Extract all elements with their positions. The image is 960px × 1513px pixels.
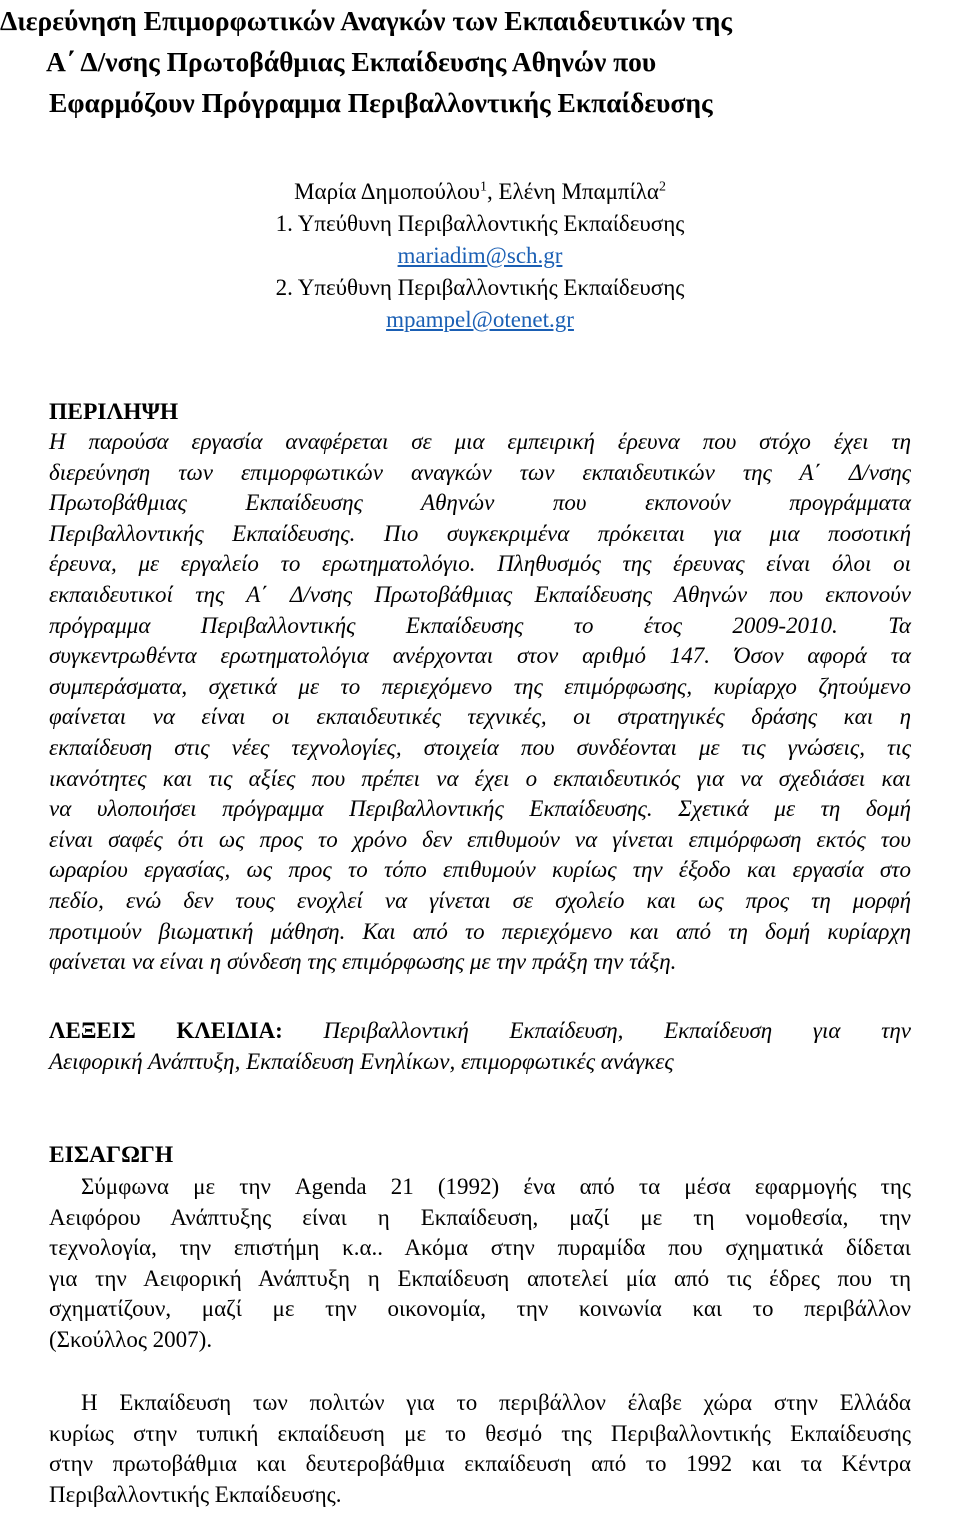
abstract-line: Περιβαλλοντικής Εκπαίδευσης. Πιο συγκεκριμένα πρόκειται για μια ποσοτική — [49, 520, 911, 546]
keywords-text: Περιβαλλοντική Εκπαίδευση, Εκπαίδευση για την — [323, 1018, 911, 1043]
abstract-line: πεδίο, ενώ δεν τους ενοχλεί να γίνεται σε σχολείο και ως προς τη μορφή — [49, 887, 911, 913]
abstract-line: διερεύνηση των επιμορφωτικών αναγκών των εκπαιδευτικών της Α΄ Δ/νσης — [49, 459, 911, 485]
keywords-text: Αειφορική Ανάπτυξη, Εκπαίδευση Ενηλίκων, επιμορφωτικές ανάγκες — [49, 1048, 674, 1074]
abstract-line: Η παρούσα εργασία αναφέρεται σε μια εμπειρική έρευνα που στόχο έχει τη — [49, 429, 911, 454]
affiliation: 2. Υπεύθυνη Περιβαλλοντικής Εκπαίδευσης — [275, 275, 685, 300]
intro-paragraph-1 — [49, 1172, 911, 1356]
abstract-line: ωραρίου εργασίας, ως προς το τόπο επιθυμούν κυρίως την έξοδο και εργασία στο — [49, 857, 911, 883]
keywords-block — [49, 1016, 911, 1077]
affiliation-marker: 1 — [479, 179, 487, 195]
abstract-line: Πρωτοβάθμιας Εκπαίδευσης Αθηνών που εκπονούν προγράμματα — [49, 490, 911, 516]
affiliation: 1. Υπεύθυνη Περιβαλλοντικής Εκπαίδευσης — [275, 211, 685, 236]
intro-paragraph-2 — [49, 1388, 911, 1510]
abstract-line: έρευνα, με εργαλείο το ερωτηματολόγιο. Πληθυσμός της έρευνας είναι όλοι οι — [49, 551, 911, 577]
abstract-line: είναι σαφές ότι ως προς το χρόνο δεν επιθυμούν να γίνεται επιμόρφωση εκτός του — [49, 826, 911, 852]
abstract-heading: ΠΕΡΙΛΗΨΗ — [49, 399, 179, 425]
abstract-line: ικανότητες και τις αξίες που πρέπει να έχει ο εκπαιδευτικός για να σχεδιάσει και — [49, 765, 911, 791]
abstract-line: εκπαίδευση στις νέες τεχνολογίες, στοιχεία που συνδέονται με τις γνώσεις, τις — [49, 734, 911, 760]
keywords-label: ΛΕΞΕΙΣ ΚΛΕΙΔΙΑ: — [49, 1018, 283, 1043]
author-name: Μαρία Δημοπούλου — [294, 179, 480, 204]
abstract-line: συμπεράσματα, σχετικά με το περιεχόμενο της επιμόρφωσης, κυρίαρχο ζητούμενο — [49, 673, 911, 699]
intro-line: στην πρωτοβάθμια και δευτεροβάθμια εκπαίδευση από το 1992 και τα Κέντρα — [49, 1451, 911, 1477]
abstract-line: φαίνεται να είναι η σύνδεση της επιμόρφωσης με την πράξη την τάξη. — [49, 949, 677, 975]
intro-line: Η Εκπαίδευση των πολιτών για το περιβάλλον έλαβε χώρα στην Ελλάδα — [81, 1390, 911, 1415]
author-names — [0, 176, 960, 208]
intro-line: Σύμφωνα με την Agenda 21 (1992) ένα από τα μέσα εφαρμογής της — [81, 1174, 911, 1199]
abstract-line: συγκεντρωθέντα ερωτηματολόγια ανέρχονται στον αριθμό 147. Όσον αφορά τα — [49, 643, 911, 669]
author-name: Ελένη Μπαμπίλα — [498, 179, 659, 204]
title-line: Εφαρμόζουν Πρόγραμμα Περιβαλλοντικής Εκπαίδευσης — [49, 87, 713, 118]
intro-line: κυρίως στην τυπική εκπαίδευση με το θεσμό της Περιβαλλοντικής Εκπαίδευσης — [49, 1420, 911, 1446]
email-link[interactable]: mariadim@sch.gr — [397, 243, 563, 268]
author-separator: , — [486, 179, 499, 204]
keywords-line — [49, 1016, 911, 1047]
title-line: Α΄ Δ/νσης Πρωτοβάθμιας Εκπαίδευσης Αθηνών που — [46, 46, 657, 77]
intro-line: σχηματίζουν, μαζί με την οικονομία, την κοινωνία και το περιβάλλον — [49, 1296, 911, 1322]
intro-line: Περιβαλλοντικής Εκπαίδευσης. — [49, 1481, 342, 1507]
title-line: Διερεύνηση Επιμορφωτικών Αναγκών των Εκπαιδευτικών της — [0, 5, 732, 36]
abstract-body — [49, 427, 911, 978]
abstract-line: να υλοποιήσει πρόγραμμα Περιβαλλοντικής Εκπαίδευσης. Σχετικά με τη δομή — [49, 796, 911, 822]
abstract-line: πρόγραμμα Περιβαλλοντικής Εκπαίδευσης το έτος 2009-2010. Τα — [49, 612, 911, 638]
abstract-line: προτιμούν βιωματική μάθηση. Και από το περιεχόμενο και από τη δομή κυρίαρχη — [49, 918, 911, 944]
intro-line: (Σκούλλος 2007). — [49, 1326, 213, 1352]
intro-line: τεχνολογία, την επιστήμη κ.α.. Ακόμα στην πυραμίδα που σχηματικά δίδεται — [49, 1235, 911, 1261]
abstract-line: φαίνεται να είναι οι εκπαιδευτικές τεχνικές, οι στρατηγικές δράσης και η — [49, 704, 911, 730]
intro-line: για την Αειφορική Ανάπτυξη η Εκπαίδευση αποτελεί μία από τις έδρες που τη — [49, 1265, 911, 1291]
affiliation-marker: 2 — [658, 179, 666, 195]
abstract-line: εκπαιδευτικοί της Α΄ Δ/νσης Πρωτοβάθμιας Εκπαίδευσης Αθηνών που εκπονούν — [49, 581, 911, 607]
email-link[interactable]: mpampel@otenet.gr — [386, 307, 574, 332]
intro-line: Αειφόρου Ανάπτυξης είναι η Εκπαίδευση, μαζί με τη νομοθεσία, την — [49, 1204, 911, 1230]
paper-title — [0, 0, 960, 123]
author-block — [0, 176, 960, 336]
intro-heading: ΕΙΣΑΓΩΓΗ — [49, 1142, 174, 1168]
